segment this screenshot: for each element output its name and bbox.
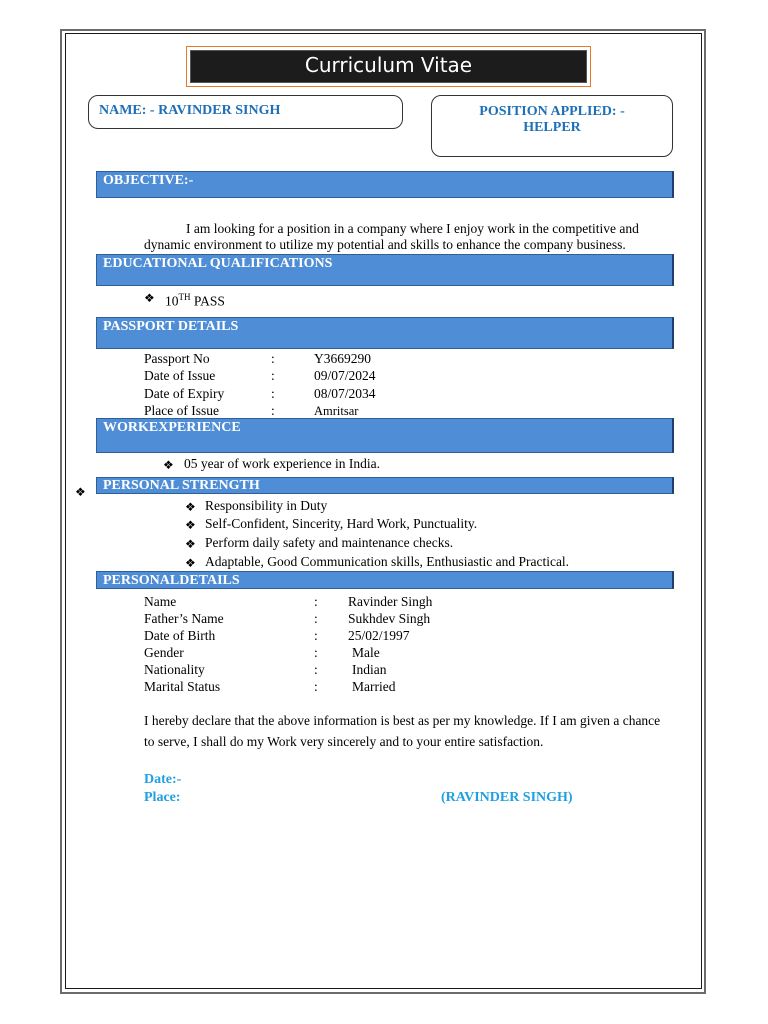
work-item: 05 year of work experience in India. bbox=[184, 456, 381, 471]
section-personal-title: PERSONALDETAILS bbox=[103, 573, 240, 588]
passport-label: Date of Expiry bbox=[144, 386, 225, 401]
colon: : bbox=[271, 386, 275, 401]
title-banner bbox=[186, 46, 591, 87]
bullet-icon: ❖ bbox=[75, 485, 86, 499]
bullet-icon: ❖ bbox=[185, 556, 196, 570]
section-education-title: EDUCATIONAL QUALIFICATIONS bbox=[103, 256, 333, 271]
passport-value: Y3669290 bbox=[314, 351, 371, 366]
passport-label: Date of Issue bbox=[144, 368, 216, 383]
section-objective bbox=[96, 171, 674, 198]
personal-label: Date of Birth bbox=[144, 628, 216, 643]
place-label: Place: bbox=[144, 790, 181, 805]
section-passport-title: PASSPORT DETAILS bbox=[103, 319, 239, 334]
declaration-line1: I hereby declare that the above information is best as per my knowledge. If I am given a chance bbox=[144, 713, 661, 728]
bullet-icon: ❖ bbox=[163, 458, 174, 472]
strength-item: Perform daily safety and maintenance checks. bbox=[205, 535, 454, 550]
section-passport bbox=[96, 317, 674, 349]
passport-label: Passport No bbox=[144, 351, 210, 366]
document-title: Curriculum Vitae bbox=[190, 50, 587, 83]
section-strength-title: PERSONAL STRENGTH bbox=[103, 478, 260, 493]
name-box bbox=[88, 95, 403, 129]
declaration-line2: to serve, I shall do my Work very sincerely and to your entire satisfaction. bbox=[144, 734, 544, 749]
section-education bbox=[96, 254, 674, 286]
section-objective-title: OBJECTIVE:- bbox=[103, 173, 194, 188]
colon: : bbox=[271, 368, 275, 383]
section-work bbox=[96, 418, 674, 453]
candidate-name: NAME: - RAVINDER SINGH bbox=[99, 103, 281, 118]
personal-value: Sukhdev Singh bbox=[348, 611, 431, 626]
passport-value: 08/07/2034 bbox=[314, 386, 376, 401]
strength-item: Self-Confident, Sincerity, Hard Work, Punctuality. bbox=[205, 516, 478, 531]
position-label: POSITION APPLIED: - bbox=[479, 104, 625, 119]
objective-text-line2: dynamic environment to utilize my potential and skills to enhance the company business. bbox=[144, 237, 626, 252]
colon: : bbox=[314, 679, 318, 694]
personal-value: Married bbox=[352, 679, 396, 694]
date-label: Date:- bbox=[144, 772, 182, 787]
colon: : bbox=[314, 662, 318, 677]
personal-label: Name bbox=[144, 594, 177, 609]
colon: : bbox=[314, 594, 318, 609]
personal-value: Male bbox=[352, 645, 380, 660]
position-box bbox=[431, 95, 673, 157]
bullet-icon: ❖ bbox=[185, 500, 196, 514]
personal-label: Gender bbox=[144, 645, 184, 660]
personal-value: 25/02/1997 bbox=[348, 628, 410, 643]
position-value: HELPER bbox=[523, 120, 581, 135]
strength-item: Responsibility in Duty bbox=[205, 498, 328, 513]
personal-value: Ravinder Singh bbox=[348, 594, 433, 609]
colon: : bbox=[314, 645, 318, 660]
passport-value: Amritsar bbox=[314, 404, 359, 418]
section-work-title: WORKEXPERIENCE bbox=[103, 420, 241, 435]
colon: : bbox=[271, 403, 275, 418]
colon: : bbox=[271, 351, 275, 366]
colon: : bbox=[314, 628, 318, 643]
section-personal bbox=[96, 571, 674, 589]
education-item: 10TH PASS bbox=[165, 292, 225, 309]
section-strength bbox=[96, 477, 674, 494]
colon: : bbox=[314, 611, 318, 626]
bullet-icon: ❖ bbox=[144, 291, 155, 305]
bullet-icon: ❖ bbox=[185, 518, 196, 532]
objective-text-line1: I am looking for a position in a company where I enjoy work in the competitive and bbox=[186, 221, 639, 236]
personal-value: Indian bbox=[352, 662, 387, 677]
personal-label: Nationality bbox=[144, 662, 205, 677]
passport-label: Place of Issue bbox=[144, 403, 219, 418]
bullet-icon: ❖ bbox=[185, 537, 196, 551]
signature-name: (RAVINDER SINGH) bbox=[441, 790, 573, 805]
personal-label: Father’s Name bbox=[144, 611, 224, 626]
passport-value: 09/07/2024 bbox=[314, 368, 376, 383]
strength-item: Adaptable, Good Communication skills, Enthusiastic and Practical. bbox=[205, 554, 570, 569]
personal-label: Marital Status bbox=[144, 679, 221, 694]
